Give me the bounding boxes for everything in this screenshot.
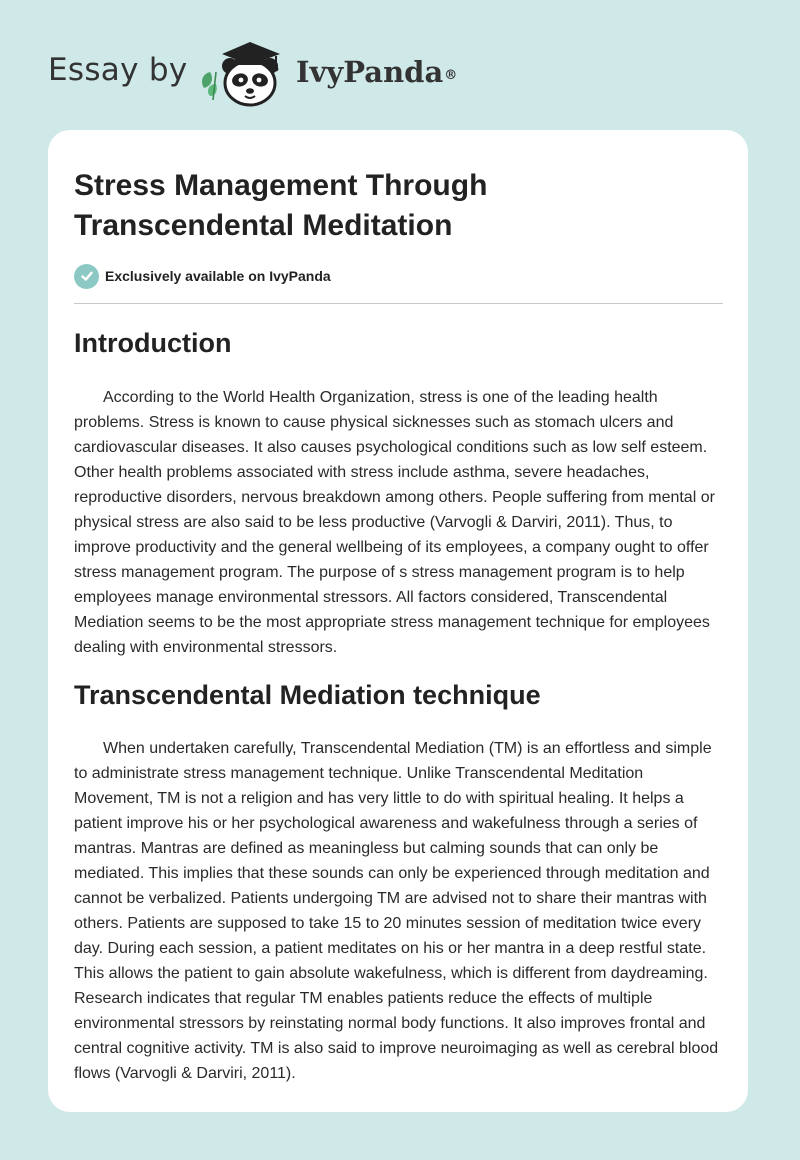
exclusive-badge bbox=[74, 263, 331, 289]
section-body-introduction: According to the World Health Organization, stress is one of the leading health problems. Stress is known to cause physical sicknesses such as stomach ulcers and cardiovascular diseases. It also causes psychological conditions such as low self esteem. Other health problems associated with stress include asthma, severe headaches, reproductive disorders, nervous breakdown among others. People suffering from mental or physical stress are also said to be less productive (Varvogli & Darviri, 2011). Thus, to improve productivity and the general wellbeing of its employees, a company ought to offer stress management program. The purpose of s stress management program is to help employees manage environmental stressors. All factors considered, Transcendental Mediation seems to be the most appropriate stress management technique for employees dealing with environmental stressors. bbox=[74, 389, 715, 656]
brand-label: IvyPanda bbox=[296, 55, 444, 89]
section-body-tm-technique: When undertaken carefully, Transcendental Mediation (TM) is an effortless and simple to administrate stress management technique. Unlike Transcendental Meditation Movement, TM is not a religion and has very little to do with spiritual healing. It helps a patient improve his or her psychological awareness and wakefulness through a series of mantras. Mantras are defined as meaningless but calming sounds that can only be mediated. This implies that these sounds can only be experienced through meditation and cannot be verbalized. Patients undergoing TM are advised not to share their mantras with others. Patients are supposed to take 15 to 20 minutes session of meditation twice every day. During each session, a patient meditates on his or her mantra in a deep restful state. This allows the patient to gain absolute wakefulness, which is different from daydreaming. Research indicates that regular TM enables patients reduce the effects of multiple environmental stressors by reinstating normal body functions. It also improves frontal and central cognitive activity. TM is also said to improve neuroimaging as well as cerebral blood flows (Varvogli & Darviri, 2011). bbox=[74, 740, 719, 1082]
page-title: Stress Management Through Transcendental Meditation bbox=[74, 169, 488, 242]
essay-by-label: Essay by bbox=[48, 52, 188, 88]
panda-graduate-icon[interactable] bbox=[200, 36, 290, 108]
divider bbox=[74, 303, 723, 304]
site-header bbox=[0, 0, 800, 130]
trademark-symbol: ® bbox=[444, 68, 458, 83]
badge-label: Exclusively available on IvyPanda bbox=[105, 268, 331, 284]
essay-card bbox=[48, 130, 748, 1112]
section-heading-tm-technique: Transcendental Mediation technique bbox=[74, 680, 541, 710]
ivy-leaf-icon bbox=[202, 72, 217, 100]
check-circle-icon bbox=[74, 264, 99, 289]
section-heading-introduction: Introduction bbox=[74, 328, 232, 358]
brand-name[interactable] bbox=[296, 52, 457, 92]
